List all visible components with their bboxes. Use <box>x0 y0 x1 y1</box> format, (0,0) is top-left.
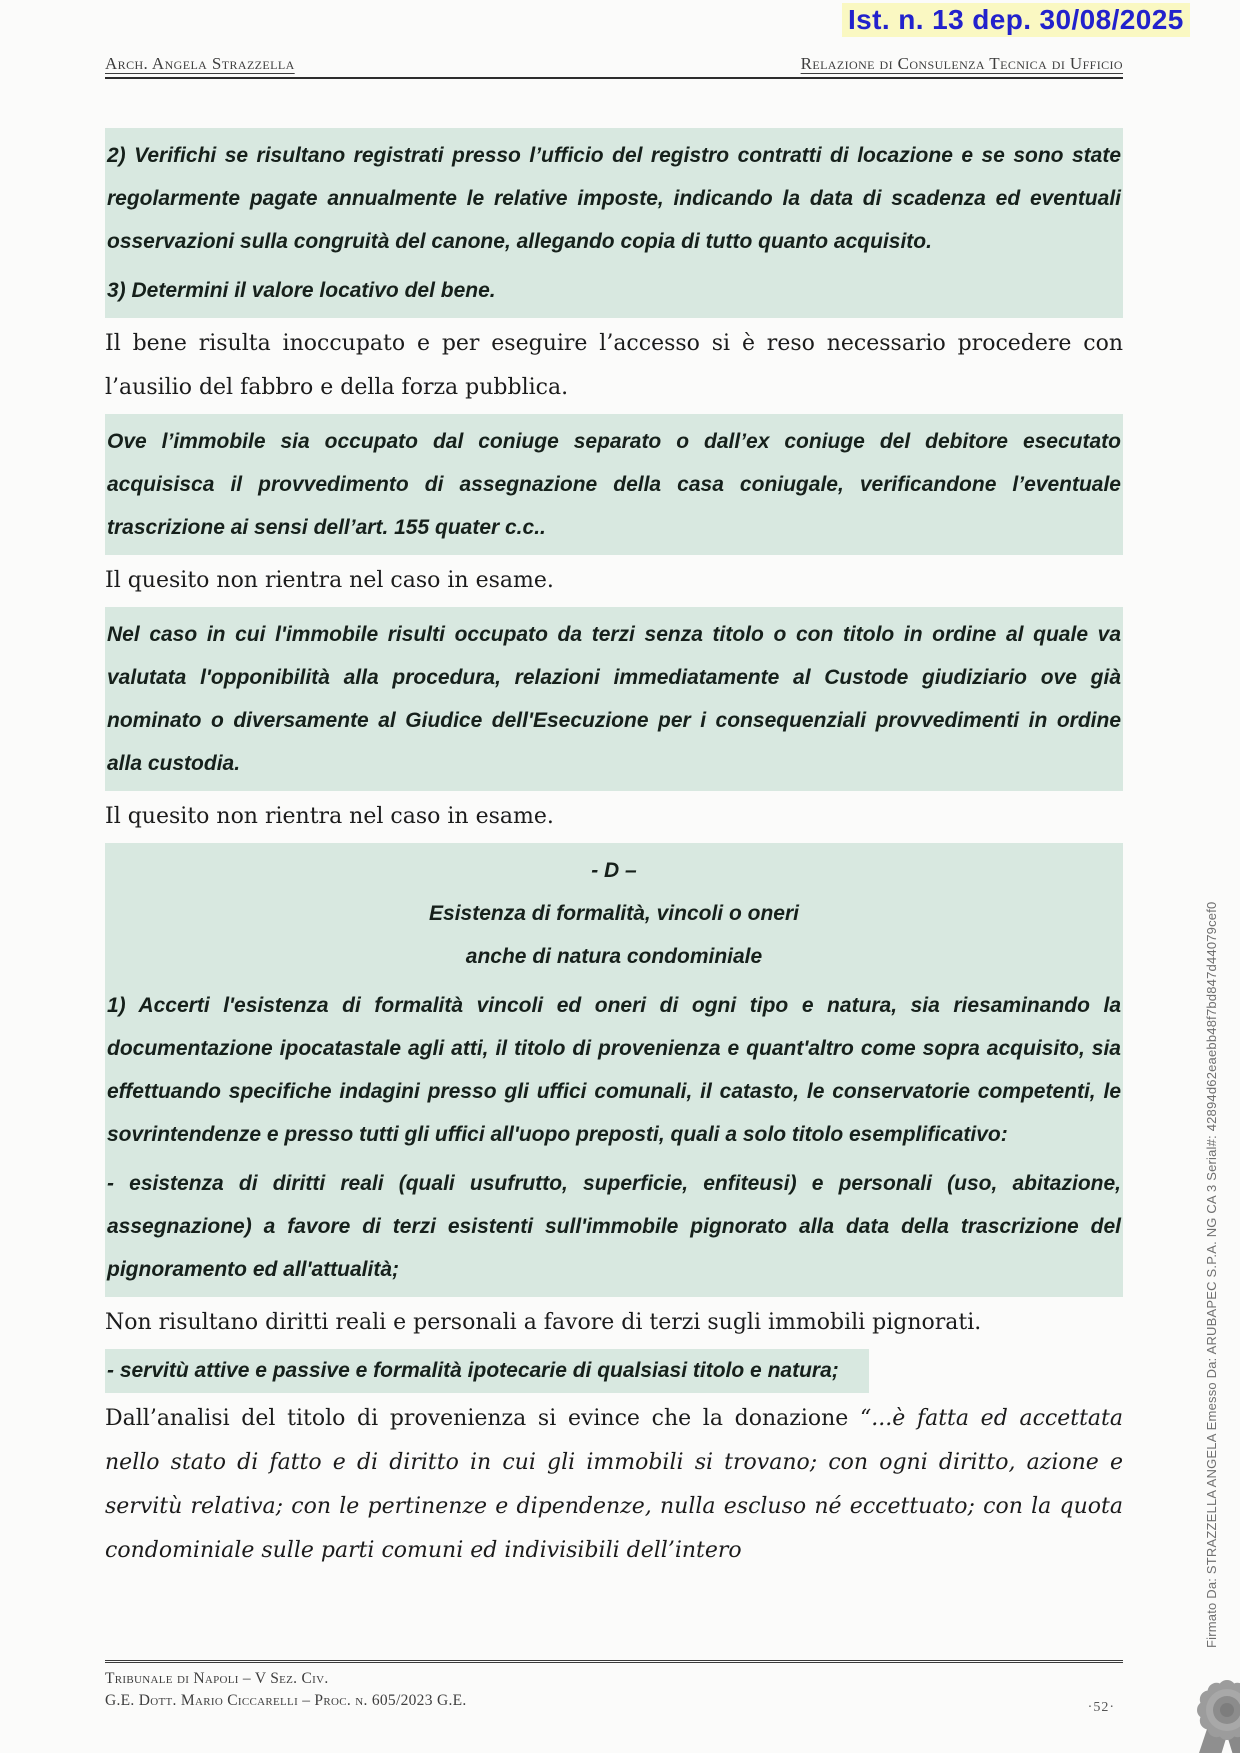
footer-court-line: Tribunale di Napoli – V Sez. Civ. <box>105 1670 329 1687</box>
answer-servitu-quote: “...è fatta ed accettata nello stato di fatto e di diritto in cui gli immobili si trovano; con ogni diritto, azione e servitù relativa; con le pertinenze e dipendenze, nulla escluso né eccettuato; con la quota condominiale sulle parti comuni ed indivisibili dell’intero <box>105 1406 1124 1563</box>
answer-3: Il bene risulta inoccupato e per eseguire l’accesso si è reso necessario procedere con l’ausilio del fabbro e della forza pubblica. <box>105 331 1123 400</box>
quesito-d1-item-1: - esistenza di diritti reali (quali usufrutto, superficie, enfiteusi) e personali (uso, abitazione, assegnazione) a favore di terzi esistenti sull'immobile pignorato alla data della trascrizione del pignoramento ed all'attualità; <box>107 1172 1121 1281</box>
quesito-d1-item-2: - servitù attive e passive e formalità ipotecarie di qualsiasi titolo e natura; <box>105 1349 869 1393</box>
section-d-mark: - D – <box>591 859 637 882</box>
header-author: Arch. Angela Strazzella <box>105 54 295 73</box>
quesito-d1: 1) Accerti l'esistenza di formalità vincoli ed oneri di ogni tipo e natura, sia riesaminando la documentazione ipocatastale agli atti, il titolo di provenienza e quant'altro come sopra acquisito, sia effettuando specifiche indagini presso gli uffici comunali, il catasto, le conservatorie competenti, le sovrintendenze e presso tutti gli uffici all'uopo preposti, quali a solo titolo esemplificativo: <box>107 994 1121 1146</box>
page-number: ·52· <box>1087 1700 1115 1715</box>
section-d-block <box>105 843 1123 1297</box>
answer-terzi: Il quesito non rientra nel caso in esame. <box>105 804 554 829</box>
header-doc-title: Relazione di Consulenza Tecnica di Ufficio <box>800 54 1123 73</box>
page-footer <box>105 1660 1123 1715</box>
page-header <box>105 54 1123 79</box>
footer-judge-line: G.E. Dott. Mario Ciccarelli – Proc. n. 605/2023 G.E. <box>105 1692 467 1709</box>
document-body <box>105 126 1123 1577</box>
filing-stamp <box>842 3 1190 37</box>
quesito-terzi <box>105 607 1123 791</box>
quesito-coniuge <box>105 414 1123 555</box>
quesito-coniuge-text: Ove l’immobile sia occupato dal coniuge separato o dall’ex coniuge del debitore esecutato acquisisca il provvedimento di assegnazione della casa coniugale, verificandone l’eventuale trascrizione ai sensi dell’art. 155 quater c.c.. <box>107 430 1121 539</box>
quesito-d1-item-2-row <box>105 1349 1123 1393</box>
quesito-2: 2) Verifichi se risultano registrati presso l’ufficio del registro contratti di locazione e se sono state regolarmente pagate annualmente le relative imposte, indicando la data di scadenza ed eventuali osservazioni sulla congruità del canone, allegando copia di tutto quanto acquisito. <box>107 144 1121 253</box>
quesito-terzi-text: Nel caso in cui l'immobile risulti occupato da terzi senza titolo o con titolo in ordine al quale va valutata l'opponibilità alla procedura, relazioni immediatamente al Custode giudiziario ove già nominato o diversamente al Giudice dell'Esecuzione per i consequenziali provvedimenti in ordine alla custodia. <box>107 623 1121 775</box>
section-d-title-2: anche di natura condominiale <box>465 945 763 968</box>
answer-servitu <box>105 1397 1123 1573</box>
answer-diritti: Non risultano diritti reali e personali a favore di terzi sugli immobili pignorati. <box>105 1310 982 1335</box>
answer-servitu-lead: Dall’analisi del titolo di provenienza si evince che la donazione <box>105 1406 861 1431</box>
filing-stamp-text: Ist. n. 13 dep. 30/08/2025 <box>848 4 1184 35</box>
section-d-title-1: Esistenza di formalità, vincoli o oneri <box>429 902 799 925</box>
answer-coniuge: Il quesito non rientra nel caso in esame. <box>105 568 554 593</box>
rosette-seal-icon <box>1172 1678 1240 1753</box>
quesito-3: 3) Determini il valore locativo del bene. <box>107 279 496 302</box>
digital-signature-strip: Firmato Da: STRAZZELLA ANGELA Emesso Da: ARUBAPEC S.P.A. NG CA 3 Serial#: 42894d62eaebb48f7bd847d44079cef0 <box>1204 901 1219 1648</box>
quesito-block-2-3 <box>105 128 1123 318</box>
